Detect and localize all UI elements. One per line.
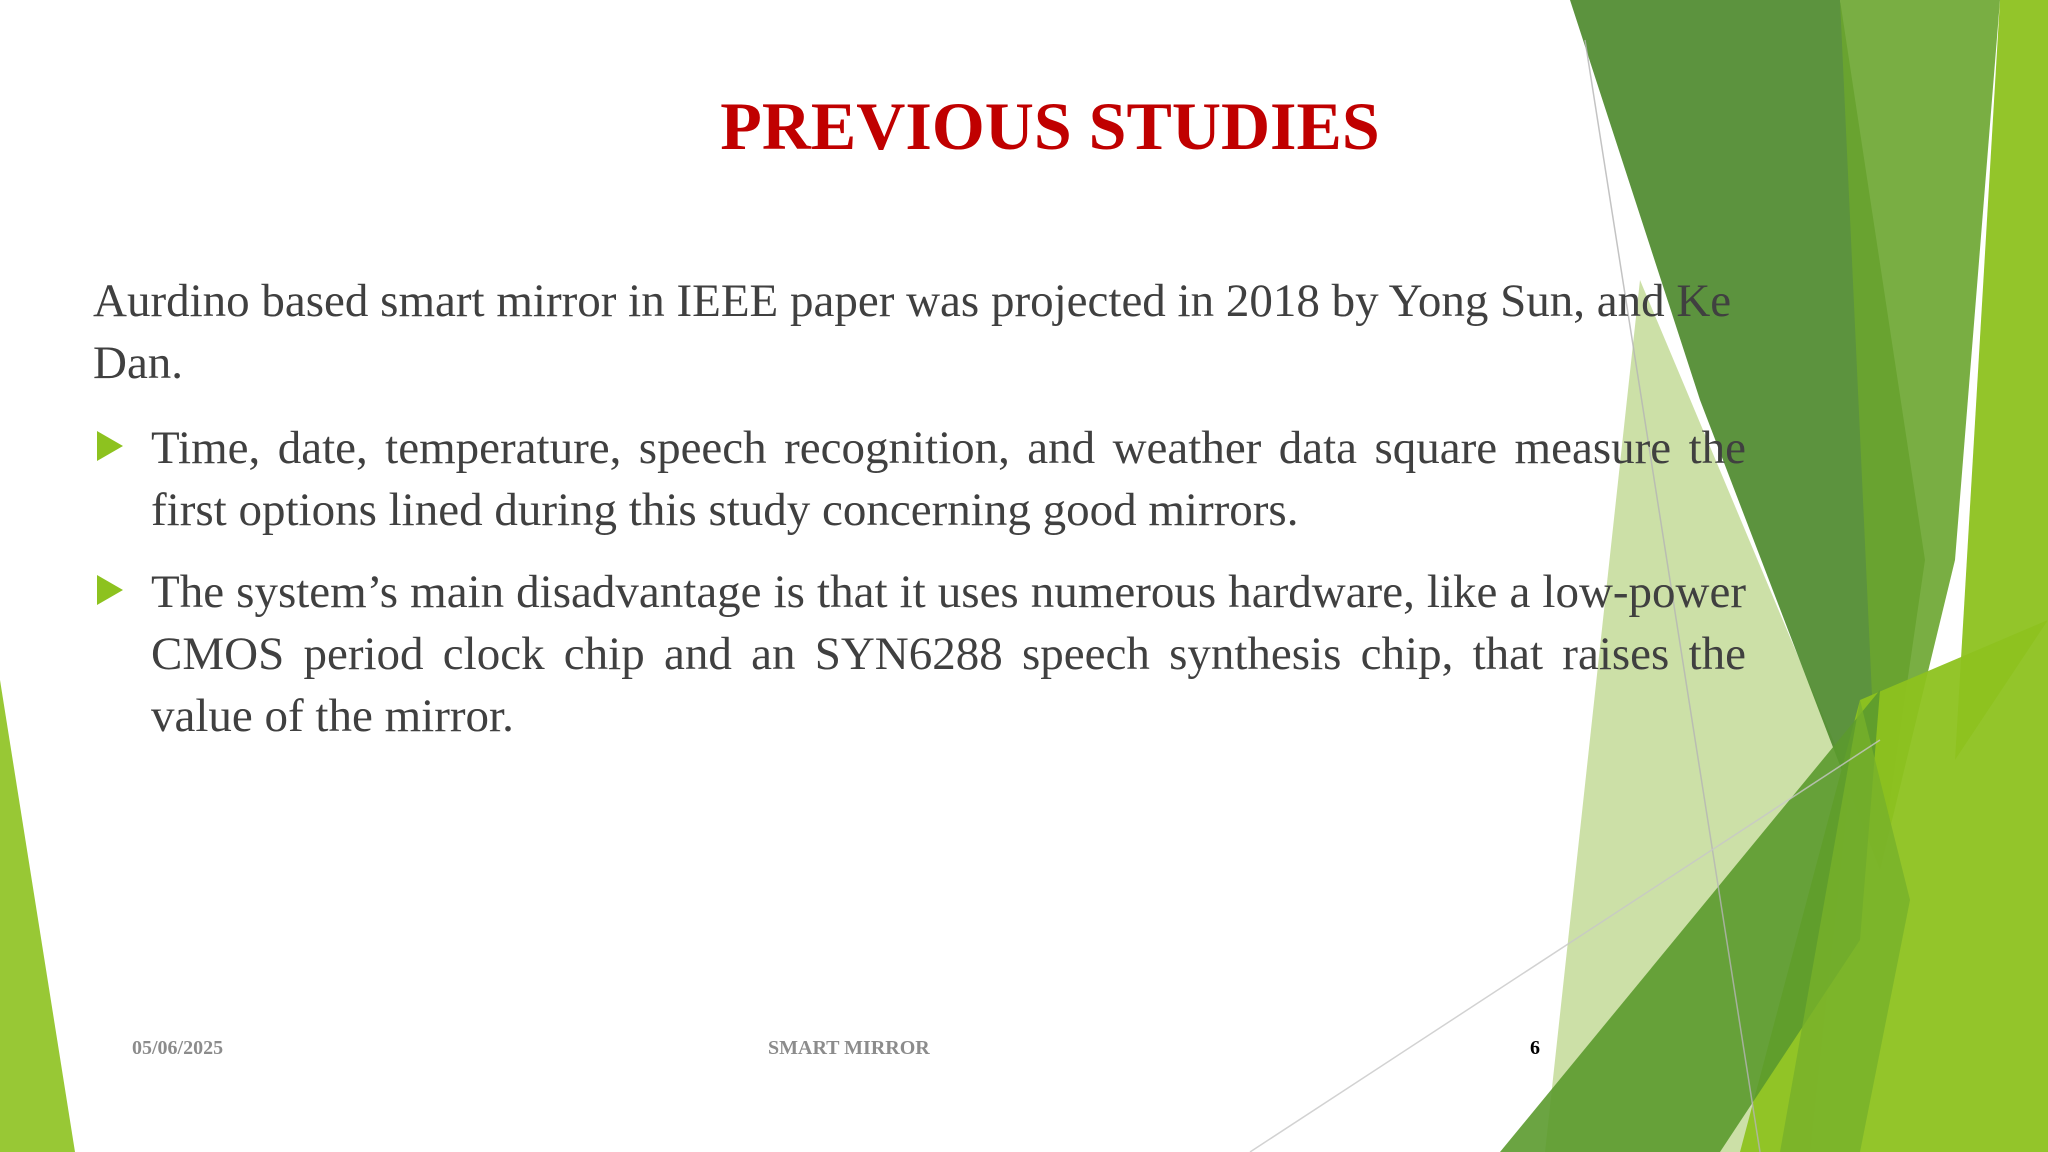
bullet-item [93, 561, 1746, 747]
bullet-text: The system’s main disadvantage is that it uses numerous hardware, like a low-power CMOS period clock chip and an SYN6288 speech synthesis chip, that raises the value of the mirror. [151, 566, 1746, 742]
triangle-bullet-icon [97, 575, 123, 605]
footer-title: SMART MIRROR [768, 1037, 930, 1059]
bullet-text: Time, date, temperature, speech recognition, and weather data square measure the first options lined during this study concerning good mirrors. [151, 422, 1746, 536]
slide-title: PREVIOUS STUDIES [720, 88, 1380, 164]
bullet-item [93, 417, 1746, 541]
triangle-bullet-icon [97, 431, 123, 461]
bullet-list [93, 417, 1746, 767]
slide-page-number: 6 [1530, 1037, 1540, 1059]
footer-date: 05/06/2025 [132, 1037, 224, 1059]
intro-paragraph: Aurdino based smart mirror in IEEE paper was projected in 2018 by Yong Sun, and Ke Dan. [93, 275, 1732, 389]
